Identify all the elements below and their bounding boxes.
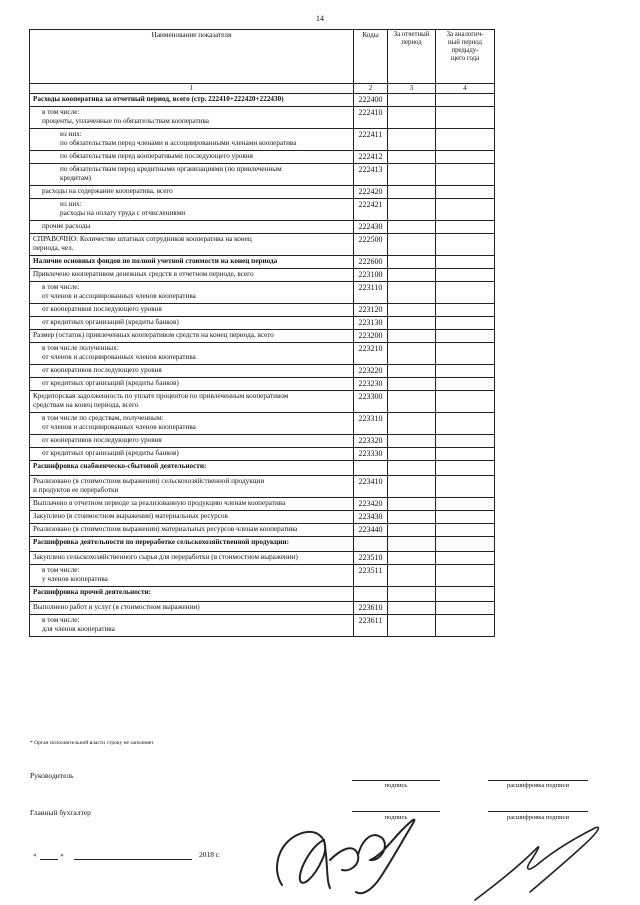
indicator-name-line: по обязательствам перед кредитными организациями (по привлеченным (60, 165, 282, 173)
indicator-name-line: в том числе: (42, 566, 80, 574)
indicator-name-line: в том числе: (42, 616, 80, 624)
table-row (30, 234, 495, 256)
indicator-name-line: периода, чел. (33, 244, 74, 252)
indicator-name-line: от кооперативов последующего уровня (42, 305, 162, 313)
table-row (30, 378, 495, 391)
indicator-name-line: Закуплено сельскохозяйственного сырья для переработки (в стоимостном выражении) (33, 553, 298, 561)
row-code: 223110 (354, 282, 388, 304)
indicator-name (30, 511, 354, 524)
table-row (30, 524, 495, 537)
table-row (30, 164, 495, 186)
table-row (30, 221, 495, 234)
indicator-name-line: Размер (остаток) привлеченных кооперативом средств на конец периода, всего (33, 331, 274, 339)
indicator-name (30, 317, 354, 330)
accountant-sign-caption: подпись (384, 814, 408, 821)
indicator-name (30, 391, 354, 413)
table-row (30, 565, 495, 587)
row-code (354, 587, 388, 602)
value-previous-period[interactable] (436, 151, 495, 164)
indicator-name-line: кредитам) (60, 174, 92, 182)
indicator-name-line: от кредитных организаций (кредиты банков) (42, 318, 179, 326)
table-row (30, 107, 495, 129)
indicator-name (30, 498, 354, 511)
table-row (30, 199, 495, 221)
indicator-name-line: от кредитных организаций (кредиты банков) (42, 449, 179, 457)
indicator-name-line: в том числе: (42, 283, 80, 291)
head-sign-line (352, 780, 440, 781)
row-code: 223440 (354, 524, 388, 537)
value-previous-period[interactable] (436, 317, 495, 330)
indicator-name-line: Кредиторская задолженность по уплате процентов по привлеченным кооперативом (33, 392, 289, 400)
row-code (354, 537, 388, 552)
indicator-name (30, 565, 354, 587)
value-current-period[interactable] (388, 94, 436, 107)
value-current-period[interactable] (388, 186, 436, 199)
handwritten-signature-2 (470, 820, 620, 905)
value-current-period[interactable] (388, 365, 436, 378)
indicator-name-line: от кредитных организаций (кредиты банков) (42, 379, 179, 387)
value-previous-period[interactable] (436, 94, 495, 107)
table-row (30, 282, 495, 304)
indicator-name (30, 365, 354, 378)
indicator-name-line: в том числе по средствам, полученным: (42, 414, 164, 422)
value-current-period[interactable] (388, 498, 436, 511)
indicator-name-line: Расшифровка снабженческо-сбытовой деятельности: (33, 462, 207, 470)
value-current-period[interactable] (388, 234, 436, 256)
indicator-name-line: расходы на содержание кооператива, всего (42, 187, 173, 195)
indicator-name-line: от членов и ассоциированных членов кооператива (42, 353, 196, 361)
row-code (354, 461, 388, 476)
table-row (30, 186, 495, 199)
value-previous-period[interactable] (436, 552, 495, 565)
indicator-name (30, 234, 354, 256)
indicator-name (30, 164, 354, 186)
value-previous-period[interactable] (436, 448, 495, 461)
row-code: 223100 (354, 269, 388, 282)
indicator-name (30, 602, 354, 615)
table-row (30, 511, 495, 524)
value-previous-period[interactable] (436, 511, 495, 524)
row-code: 222421 (354, 199, 388, 221)
row-code: 223420 (354, 498, 388, 511)
row-code: 223210 (354, 343, 388, 365)
header-period: За отчетный период (388, 30, 436, 84)
indicator-name-line: из них: (60, 200, 82, 208)
indicator-name (30, 343, 354, 365)
date-day-line (40, 859, 58, 860)
indicator-name (30, 151, 354, 164)
indicator-name (30, 524, 354, 537)
value-previous-period[interactable] (436, 565, 495, 587)
head-decode-line (488, 780, 588, 781)
table-row (30, 537, 495, 552)
value-current-period[interactable] (388, 330, 436, 343)
table-row (30, 435, 495, 448)
value-current-period[interactable] (388, 391, 436, 413)
indicator-name-line: проценты, уплаченные по обязательствам кооператива (42, 117, 209, 125)
value-previous-period[interactable] (436, 234, 495, 256)
row-code: 223310 (354, 413, 388, 435)
value-previous-period[interactable] (436, 537, 495, 552)
header-prev-period: За аналогич- ный период предыду- щего года (436, 30, 495, 84)
value-current-period[interactable] (388, 476, 436, 498)
table-row (30, 461, 495, 476)
value-previous-period[interactable] (436, 304, 495, 317)
date-close-quote: » (60, 850, 64, 859)
indicator-name-line: и продуктов ее переработки (33, 486, 119, 494)
indicator-name-line: от кооперативов последующего уровня (42, 366, 162, 374)
table-row (30, 317, 495, 330)
value-previous-period[interactable] (436, 269, 495, 282)
table-row (30, 498, 495, 511)
value-current-period[interactable] (388, 343, 436, 365)
date-open-quote: « (33, 850, 37, 859)
value-previous-period[interactable] (436, 221, 495, 234)
row-code: 223611 (354, 615, 388, 637)
indicator-name (30, 587, 354, 602)
value-previous-period[interactable] (436, 186, 495, 199)
indicator-name (30, 615, 354, 637)
indicator-name (30, 269, 354, 282)
value-previous-period[interactable] (436, 498, 495, 511)
indicator-name (30, 461, 354, 476)
row-code: 222400 (354, 94, 388, 107)
indicator-name (30, 552, 354, 565)
table-row (30, 151, 495, 164)
row-code: 222600 (354, 256, 388, 269)
value-current-period[interactable] (388, 435, 436, 448)
page-number: 14 (316, 14, 324, 23)
indicator-name (30, 330, 354, 343)
value-previous-period[interactable] (436, 378, 495, 391)
indicator-name-line: Закуплено (в стоимостном выражении) материальных ресурсов (33, 512, 228, 520)
table-row (30, 94, 495, 107)
col-number: 2 (354, 84, 388, 94)
indicator-name (30, 256, 354, 269)
indicator-name (30, 107, 354, 129)
table-body (30, 94, 495, 637)
head-label: Руководитель (30, 771, 74, 780)
value-previous-period[interactable] (436, 282, 495, 304)
table-row (30, 448, 495, 461)
indicator-name (30, 413, 354, 435)
value-current-period[interactable] (388, 129, 436, 151)
value-current-period[interactable] (388, 317, 436, 330)
accountant-decode-caption: расшифровка подписи (506, 814, 570, 821)
indicator-name-line: прочие расходы (42, 222, 91, 230)
value-previous-period[interactable] (436, 199, 495, 221)
table-row (30, 413, 495, 435)
indicator-table (29, 29, 495, 637)
value-current-period[interactable] (388, 199, 436, 221)
accountant-decode-line (488, 811, 588, 812)
row-code: 222412 (354, 151, 388, 164)
indicator-name-line: СПРАВОЧНО: Количество штатных сотрудников кооператива на конец (33, 235, 252, 243)
value-previous-period[interactable] (436, 615, 495, 637)
value-current-period[interactable] (388, 461, 436, 476)
value-current-period[interactable] (388, 304, 436, 317)
indicator-name-line: по обязательствам перед членами и ассоциированными членами кооператива (60, 139, 297, 147)
row-code: 222420 (354, 186, 388, 199)
indicator-name-line: Расшифровка прочей деятельности: (33, 588, 152, 596)
value-current-period[interactable] (388, 537, 436, 552)
indicator-name-line: Привлечено кооперативом денежных средств в отчетном периоде, всего (33, 270, 254, 278)
indicator-name-line: Выполнено работ и услуг (в стоимостном выражении) (33, 603, 200, 611)
row-code: 223320 (354, 435, 388, 448)
value-previous-period[interactable] (436, 164, 495, 186)
value-previous-period[interactable] (436, 365, 495, 378)
value-current-period[interactable] (388, 615, 436, 637)
value-previous-period[interactable] (436, 587, 495, 602)
accountant-label: Главный бухгалтер (30, 808, 91, 817)
row-code: 223200 (354, 330, 388, 343)
indicator-name (30, 537, 354, 552)
value-current-period[interactable] (388, 164, 436, 186)
indicator-name-line: от кооперативов последующего уровня (42, 436, 162, 444)
value-current-period[interactable] (388, 524, 436, 537)
col-number: 4 (436, 84, 495, 94)
value-previous-period[interactable] (436, 129, 495, 151)
value-current-period[interactable] (388, 256, 436, 269)
column-numbers-row (30, 84, 495, 94)
handwritten-signature (262, 800, 432, 900)
value-previous-period[interactable] (436, 602, 495, 615)
indicator-name (30, 304, 354, 317)
value-current-period[interactable] (388, 587, 436, 602)
value-current-period[interactable] (388, 602, 436, 615)
table-row (30, 269, 495, 282)
value-current-period[interactable] (388, 107, 436, 129)
value-current-period[interactable] (388, 552, 436, 565)
row-code: 223610 (354, 602, 388, 615)
table-row (30, 552, 495, 565)
value-current-period[interactable] (388, 151, 436, 164)
indicator-name-line: Расшифровка деятельности по переработке сельскохозяйственной продукции: (33, 538, 289, 546)
head-decode-caption: расшифровка подписи (506, 782, 570, 789)
table-row (30, 587, 495, 602)
indicator-name-line: от членов и ассоциированных членов кооператива (42, 423, 196, 431)
indicator-name-line: из них: (60, 130, 82, 138)
indicator-name-line: у членов кооператива (42, 575, 108, 583)
indicator-name-line: по обязательствам перед кооперативами последующего уровня (60, 152, 253, 160)
footnote: * Орган исполнительной власти строку не заполняет (30, 740, 154, 746)
indicator-name-line: Выплачено в отчетном периоде за реализованную продукцию членам кооператива (33, 499, 286, 507)
table-row (30, 330, 495, 343)
value-current-period[interactable] (388, 413, 436, 435)
indicator-name-line: в том числе: (42, 108, 80, 116)
table-row (30, 343, 495, 365)
row-code: 223300 (354, 391, 388, 413)
value-current-period[interactable] (388, 511, 436, 524)
date-month-line (74, 859, 192, 860)
table-row (30, 365, 495, 378)
value-previous-period[interactable] (436, 256, 495, 269)
table-row (30, 615, 495, 637)
indicator-name-line: Наличие основных фондов по полной учетной стоимости на конец периода (33, 257, 278, 265)
value-previous-period[interactable] (436, 524, 495, 537)
indicator-name (30, 282, 354, 304)
row-code: 222430 (354, 221, 388, 234)
row-code: 223430 (354, 511, 388, 524)
value-previous-period[interactable] (436, 107, 495, 129)
value-current-period[interactable] (388, 282, 436, 304)
header-codes: Коды (354, 30, 388, 84)
date-year: 2018 г. (199, 850, 220, 859)
table-row (30, 602, 495, 615)
value-previous-period[interactable] (436, 330, 495, 343)
row-code: 222411 (354, 129, 388, 151)
col-number: 3 (388, 84, 436, 94)
table-row (30, 256, 495, 269)
indicator-name-line: Расходы кооператива за отчетный период, всего (стр. 222410+222420+222430) (33, 95, 284, 103)
row-code: 223510 (354, 552, 388, 565)
value-current-period[interactable] (388, 269, 436, 282)
table-row (30, 129, 495, 151)
value-previous-period[interactable] (436, 435, 495, 448)
indicator-name (30, 129, 354, 151)
indicator-name-line: от членов и ассоциированных членов кооператива (42, 292, 196, 300)
value-previous-period[interactable] (436, 476, 495, 498)
col-number: 1 (30, 84, 354, 94)
indicator-name-line: средствам на конец периода, всего (33, 401, 139, 409)
indicator-name-line: расходы на оплату труда с отчислениями (60, 209, 186, 217)
row-code: 223230 (354, 378, 388, 391)
row-code: 223330 (354, 448, 388, 461)
row-code: 223130 (354, 317, 388, 330)
header-name: Наименование показателя (30, 30, 354, 84)
indicator-name-line: для членов кооператива (42, 625, 115, 633)
row-code: 222413 (354, 164, 388, 186)
indicator-name (30, 221, 354, 234)
value-previous-period[interactable] (436, 391, 495, 413)
value-current-period[interactable] (388, 565, 436, 587)
indicator-name (30, 186, 354, 199)
row-code: 222500 (354, 234, 388, 256)
indicator-name-line: Реализовано (в стоимостном выражении) материальных ресурсов членам кооператива (33, 525, 298, 533)
row-code: 223410 (354, 476, 388, 498)
value-previous-period[interactable] (436, 413, 495, 435)
row-code: 222410 (354, 107, 388, 129)
table-row (30, 304, 495, 317)
value-previous-period[interactable] (436, 461, 495, 476)
indicator-name-line: Реализовано (в стоимостном выражении) сельскохозяйственной продукции (33, 477, 265, 485)
value-current-period[interactable] (388, 221, 436, 234)
row-code: 223120 (354, 304, 388, 317)
value-current-period[interactable] (388, 448, 436, 461)
indicator-name (30, 476, 354, 498)
indicator-name (30, 435, 354, 448)
head-sign-caption: подпись (384, 782, 408, 789)
indicator-name (30, 199, 354, 221)
table-row (30, 476, 495, 498)
indicator-name (30, 378, 354, 391)
indicator-name-line: в том числе полученных: (42, 344, 119, 352)
value-previous-period[interactable] (436, 343, 495, 365)
value-current-period[interactable] (388, 378, 436, 391)
row-code: 223220 (354, 365, 388, 378)
indicator-name (30, 448, 354, 461)
table-row (30, 391, 495, 413)
row-code: 223511 (354, 565, 388, 587)
indicator-name (30, 94, 354, 107)
